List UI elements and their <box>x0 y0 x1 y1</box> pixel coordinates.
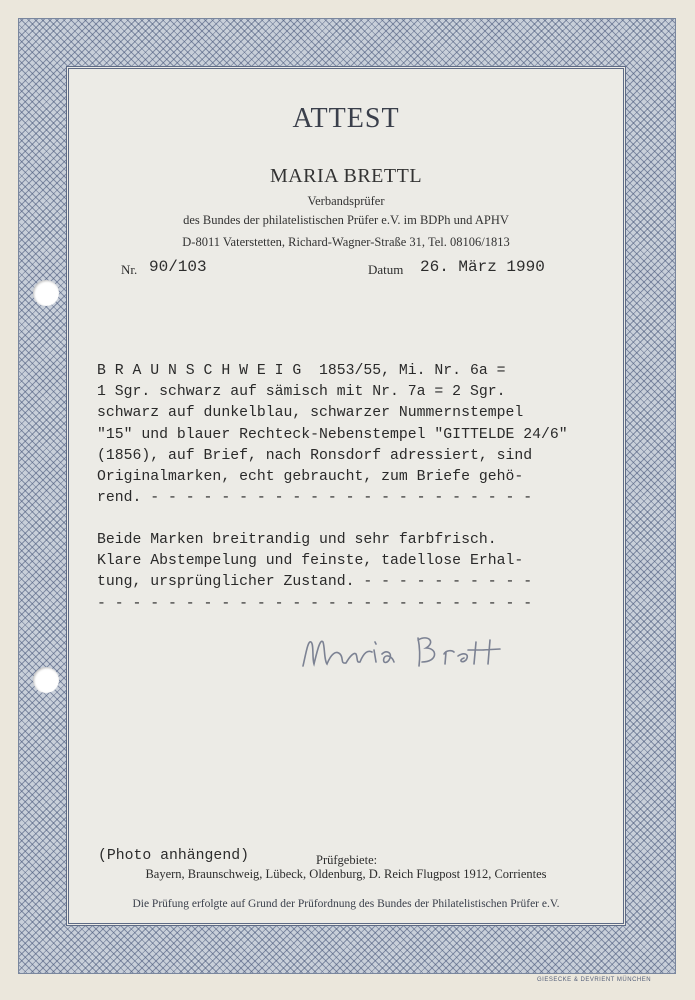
examiner-name: MARIA BRETTL <box>269 165 423 187</box>
handwritten-signature <box>300 628 520 673</box>
number-label: Nr. <box>121 262 138 277</box>
punch-hole-bottom <box>33 667 59 693</box>
certificate-description: B R A U N S C H W E I G 1853/55, Mi. Nr. 6a = 1 Sgr. schwarz auf sämisch mit Nr. 7a = 2 Sgr. schwarz auf dunkelblau, schwarzer Nummernstempel "15" und blauer Rechteck-Nebenstempel "GITTELDE 24/6" (1856), auf Brief, nach Ronsdorf adressiert, sind Originalmarken, echt gebraucht, zum Briefe gehö- rend. - - - - - - - - - - - - - - - - - - - - - - <box>97 363 568 507</box>
photo-note: (Photo anhängend) <box>98 848 249 864</box>
printer-mark: GIESECKE & DEVRIENT MÜNCHEN <box>537 977 652 983</box>
certificate-footer: Die Prüfung erfolgte auf Grund der Prüfordnung des Bundes der Philatelistischen Prüfer e.V. <box>132 898 560 910</box>
fields-label: Prüfgebiete: <box>316 853 378 867</box>
fields-value: Bayern, Braunschweig, Lübeck, Oldenburg, D. Reich Flugpost 1912, Corrientes <box>145 867 547 881</box>
examiner-address: D-8011 Vaterstetten, Richard-Wagner-Straße 31, Tel. 08106/1813 <box>182 235 510 249</box>
examiner-role: Verbandsprüfer <box>307 194 385 208</box>
certificate-title: ATTEST <box>292 103 400 134</box>
punch-hole-top <box>33 280 59 306</box>
examiner-organization: des Bundes der philatelistischen Prüfer e.V. im BDPh und APHV <box>183 213 509 227</box>
date-label: Datum <box>368 262 404 277</box>
certificate-condition: Beide Marken breitrandig und sehr farbfrisch. Klare Abstempelung und feinste, tadellose Erhal- tung, ursprünglicher Zustand. - - - - - - - - - - - - - - - - - - - - - - - - - - - - - - - - - - - <box>97 532 533 612</box>
date-value: 26. März 1990 <box>420 258 545 276</box>
number-value: 90/103 <box>149 258 207 276</box>
